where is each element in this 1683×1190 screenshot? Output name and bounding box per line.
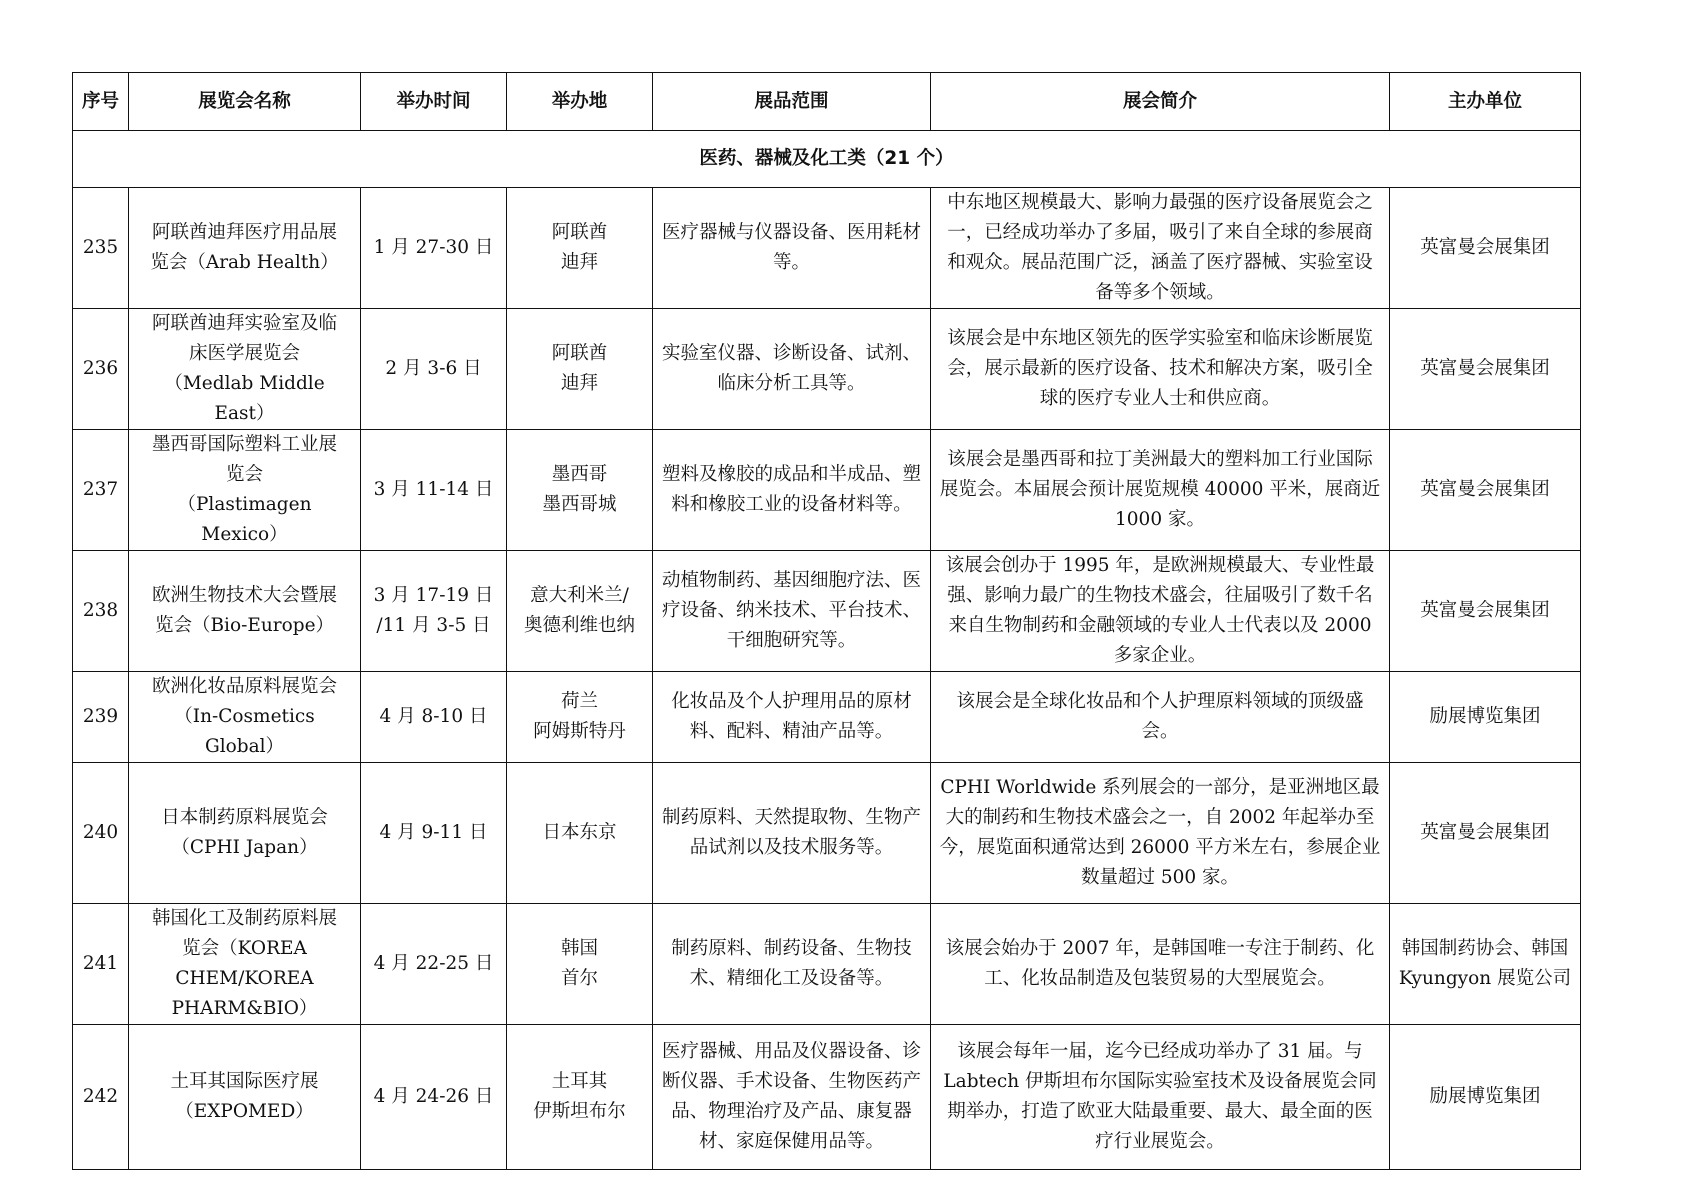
cell-place-line: 土耳其: [551, 1071, 608, 1092]
cell-place-line: 迪拜: [560, 252, 598, 273]
cell-time: [361, 1025, 507, 1170]
header-row: [73, 73, 1581, 131]
cell-place-line: 墨西哥: [551, 464, 608, 485]
cell-place-line: 意大利米兰/: [530, 585, 629, 606]
cell-place: [507, 551, 653, 672]
cell-organizer: 英富曼会展集团: [1390, 309, 1581, 430]
cell-name-line: 床医学展览会: [188, 343, 300, 364]
cell-name-line: 阿联酋迪拜医疗用品展: [151, 222, 337, 243]
header-scope: 展品范围: [653, 73, 931, 131]
table-row: [73, 1025, 1581, 1170]
cell-no: 241: [73, 904, 129, 1025]
cell-place-line: 阿姆斯特丹: [533, 721, 626, 742]
cell-no: 237: [73, 430, 129, 551]
cell-organizer: 励展博览集团: [1390, 672, 1581, 763]
cell-place-line: 首尔: [560, 968, 598, 989]
cell-place: [507, 904, 653, 1025]
table-row: [73, 309, 1581, 430]
cell-name-line: 览会（Arab Health）: [150, 252, 339, 273]
exhibition-table: [72, 72, 1581, 1170]
cell-time-line: 4 月 24-26 日: [373, 1086, 494, 1107]
cell-name: [129, 1025, 361, 1170]
table-row: [73, 551, 1581, 672]
cell-name: [129, 672, 361, 763]
cell-scope: 化妆品及个人护理用品的原材料、配料、精油产品等。: [653, 672, 931, 763]
cell-time-line: 2 月 3-6 日: [385, 358, 482, 379]
category-row: [73, 131, 1581, 188]
cell-time: [361, 904, 507, 1025]
cell-place-line: 伊斯坦布尔: [533, 1101, 626, 1122]
cell-scope: 动植物制药、基因细胞疗法、医疗设备、纳米技术、平台技术、干细胞研究等。: [653, 551, 931, 672]
cell-intro: 中东地区规模最大、影响力最强的医疗设备展览会之一，已经成功举办了多届，吸引了来自全球的参展商和观众。展品范围广泛，涵盖了医疗器械、实验室设备等多个领域。: [931, 188, 1390, 309]
cell-time-line: 4 月 9-11 日: [379, 822, 488, 843]
cell-time-line: 3 月 17-19 日: [373, 585, 494, 606]
cell-scope: 制药原料、制药设备、生物技术、精细化工及设备等。: [653, 904, 931, 1025]
cell-name-line: 日本制药原料展览会: [161, 807, 328, 828]
table-row: [73, 430, 1581, 551]
cell-intro: 该展会是中东地区领先的医学实验室和临床诊断展览会，展示最新的医疗设备、技术和解决方案，吸引全球的医疗专业人士和供应商。: [931, 309, 1390, 430]
cell-no: 239: [73, 672, 129, 763]
cell-name-line: 土耳其国际医疗展: [170, 1071, 319, 1092]
header-place: 举办地: [507, 73, 653, 131]
cell-intro: 该展会是全球化妆品和个人护理原料领域的顶级盛会。: [931, 672, 1390, 763]
cell-time: [361, 309, 507, 430]
cell-name: [129, 309, 361, 430]
cell-place-line: 阿联酋: [551, 343, 608, 364]
table-row: [73, 188, 1581, 309]
cell-name: [129, 763, 361, 904]
cell-time-line: /11 月 3-5 日: [376, 615, 491, 636]
cell-time: [361, 551, 507, 672]
cell-organizer: 英富曼会展集团: [1390, 551, 1581, 672]
cell-place: [507, 672, 653, 763]
cell-organizer: 励展博览集团: [1390, 1025, 1581, 1170]
cell-place-line: 墨西哥城: [542, 494, 617, 515]
table-row: [73, 672, 1581, 763]
cell-name: [129, 551, 361, 672]
header-organizer: 主办单位: [1390, 73, 1581, 131]
cell-name-line: 欧洲生物技术大会暨展: [151, 585, 337, 606]
cell-name: [129, 188, 361, 309]
cell-name-line: 览会（KOREA CHEM/KOREA: [175, 938, 314, 989]
cell-name: [129, 430, 361, 551]
cell-intro: 该展会始办于 2007 年，是韩国唯一专注于制药、化工、化妆品制造及包装贸易的大型展览会。: [931, 904, 1390, 1025]
cell-name-line: 韩国化工及制药原料展: [151, 908, 337, 929]
cell-organizer: 英富曼会展集团: [1390, 763, 1581, 904]
cell-scope: 制药原料、天然提取物、生物产品试剂以及技术服务等。: [653, 763, 931, 904]
header-no: 序号: [73, 73, 129, 131]
cell-name-line: 览会: [225, 464, 263, 485]
cell-name: [129, 904, 361, 1025]
cell-name-line: （Plastimagen Mexico）: [177, 494, 312, 545]
cell-time: [361, 672, 507, 763]
cell-place-line: 阿联酋: [551, 222, 608, 243]
cell-scope: 塑料及橡胶的成品和半成品、塑料和橡胶工业的设备材料等。: [653, 430, 931, 551]
cell-scope: 实验室仪器、诊断设备、试剂、临床分析工具等。: [653, 309, 931, 430]
cell-name-line: （In-Cosmetics: [174, 706, 315, 727]
cell-scope: 医疗器械与仪器设备、医用耗材等。: [653, 188, 931, 309]
cell-place: [507, 430, 653, 551]
cell-name-line: 览会（Bio-Europe）: [154, 615, 335, 636]
cell-intro: 该展会每年一届，迄今已经成功举办了 31 届。与 Labtech 伊斯坦布尔国际实验室技术及设备展览会同期举办，打造了欧亚大陆最重要、最大、最全面的医疗行业展览会。: [931, 1025, 1390, 1170]
cell-place-line: 迪拜: [560, 373, 598, 394]
table-row: [73, 904, 1581, 1025]
cell-organizer: 英富曼会展集团: [1390, 188, 1581, 309]
cell-name-line: 阿联酋迪拜实验室及临: [151, 313, 337, 334]
cell-place: [507, 1025, 653, 1170]
cell-place: [507, 188, 653, 309]
cell-intro: 该展会是墨西哥和拉丁美洲最大的塑料加工行业国际展览会。本届展会预计展览规模 40000 平米，展商近 1000 家。: [931, 430, 1390, 551]
table-body: [73, 131, 1581, 1170]
cell-name-line: Global）: [204, 736, 285, 757]
cell-place-line: 奥德利维也纳: [523, 615, 635, 636]
cell-no: 242: [73, 1025, 129, 1170]
cell-organizer: 韩国制药协会、韩国 Kyungyon 展览公司: [1390, 904, 1581, 1025]
cell-place-line: 荷兰: [560, 691, 598, 712]
cell-time: [361, 430, 507, 551]
cell-no: 238: [73, 551, 129, 672]
cell-intro: 该展会创办于 1995 年，是欧洲规模最大、专业性最强、影响力最广的生物技术盛会，往届吸引了数千名来自生物制药和金融领域的专业人士代表以及 2000 多家企业。: [931, 551, 1390, 672]
cell-no: 236: [73, 309, 129, 430]
cell-scope: 医疗器械、用品及仪器设备、诊断仪器、手术设备、生物医药产品、物理治疗及产品、康复器材、家庭保健用品等。: [653, 1025, 931, 1170]
category-label: 医药、器械及化工类（21 个）: [73, 131, 1581, 188]
cell-no: 235: [73, 188, 129, 309]
cell-time-line: 3 月 11-14 日: [373, 479, 494, 500]
header-name: 展览会名称: [129, 73, 361, 131]
cell-place: [507, 763, 653, 904]
cell-name-line: PHARM&BIO）: [171, 998, 318, 1019]
cell-time-line: 4 月 22-25 日: [373, 953, 494, 974]
cell-place-line: 日本东京: [542, 822, 617, 843]
cell-time-line: 4 月 8-10 日: [379, 706, 488, 727]
cell-organizer: 英富曼会展集团: [1390, 430, 1581, 551]
cell-place-line: 韩国: [560, 938, 598, 959]
cell-name-line: 欧洲化妆品原料展览会: [151, 676, 337, 697]
cell-place: [507, 309, 653, 430]
cell-name-line: （EXPOMED）: [175, 1101, 314, 1122]
cell-intro: CPHI Worldwide 系列展会的一部分，是亚洲地区最大的制药和生物技术盛会之一，自 2002 年起举办至今，展览面积通常达到 26000 平方米左右，参展企业数量超过 500 家。: [931, 763, 1390, 904]
header-time: 举办时间: [361, 73, 507, 131]
cell-time: [361, 188, 507, 309]
cell-name-line: （Medlab Middle East）: [164, 373, 325, 424]
header-intro: 展会简介: [931, 73, 1390, 131]
cell-no: 240: [73, 763, 129, 904]
cell-time-line: 1 月 27-30 日: [373, 237, 494, 258]
cell-time: [361, 763, 507, 904]
cell-name-line: （CPHI Japan）: [171, 837, 318, 858]
table-row: [73, 763, 1581, 904]
cell-name-line: 墨西哥国际塑料工业展: [151, 434, 337, 455]
